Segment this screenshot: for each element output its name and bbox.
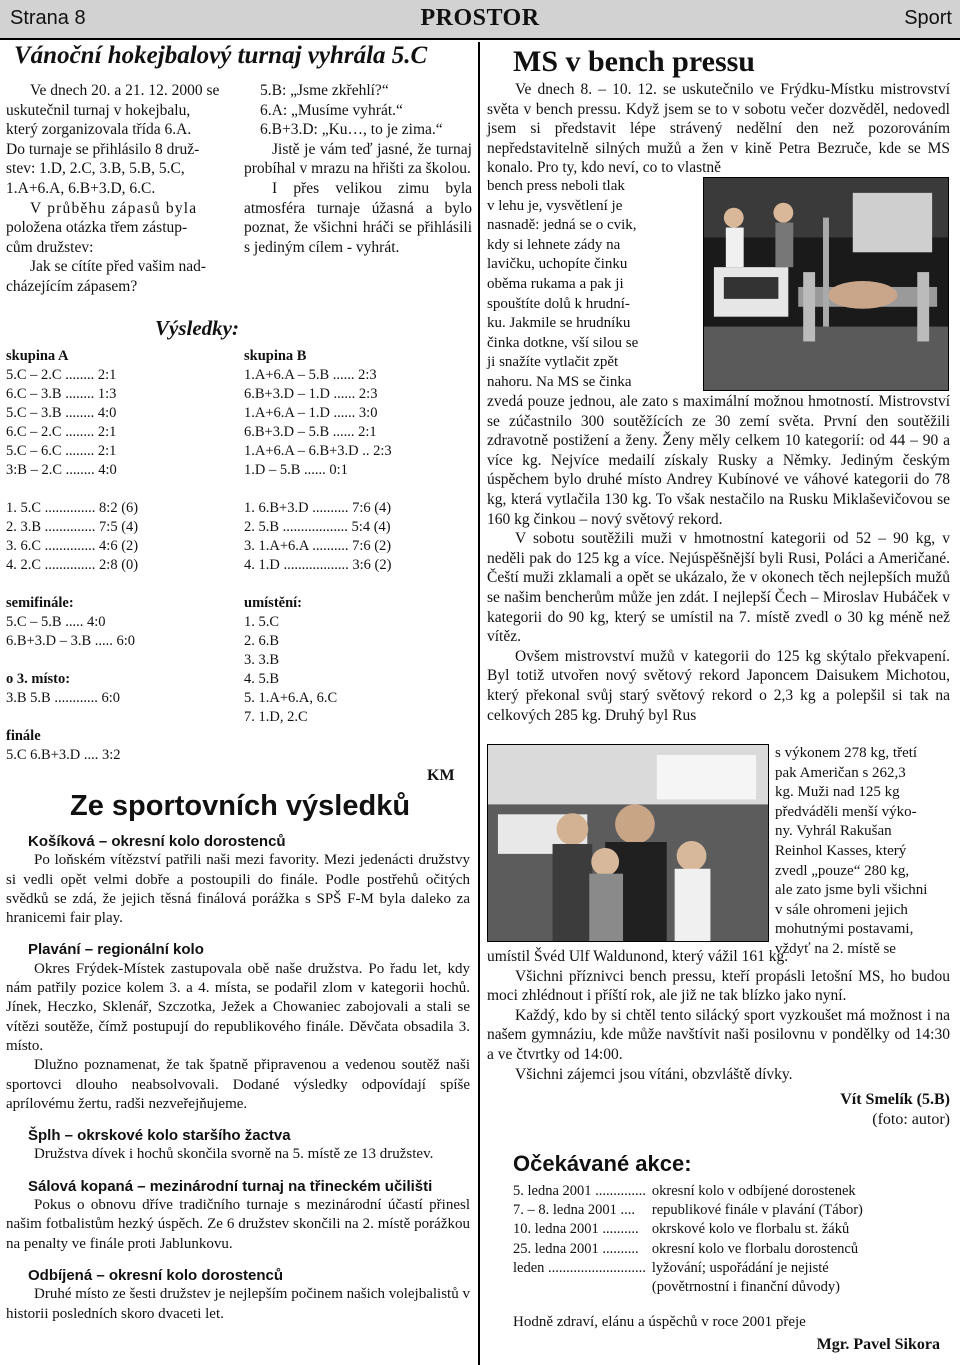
match-row: 1.A+6.A – 1.D ...... 3:0 xyxy=(244,405,378,421)
event-row xyxy=(513,1240,869,1259)
wrap-line: spouštíte dolů k hrudní- xyxy=(487,295,630,312)
answer-line: 6.A: „Musíme vyhrát.“ xyxy=(260,101,403,119)
intro-line: Jak se cítíte před vašim nad- xyxy=(30,258,207,276)
intro-line: stev: 1.D, 2.C, 3.B, 5.B, 5.C, xyxy=(6,160,185,178)
event-row xyxy=(513,1182,869,1201)
section-paragraph: Druhé místo ze šesti družstev je nejlepším počinem našich volejbalistů v historii posledních skoro dvaceti let. xyxy=(6,1286,470,1322)
match-row: 1.A+6.A – 5.B ...... 2:3 xyxy=(244,367,377,383)
hockey-title: Vánoční hokejbalový turnaj vyhrála 5.C xyxy=(14,42,428,69)
photo-credit: (foto: autor) xyxy=(872,1110,950,1128)
intro-line: V průběhu zápasů byla xyxy=(30,199,198,217)
bench-body xyxy=(487,392,950,725)
standing-row: 1. 6.B+3.D .......... 7:6 (4) xyxy=(244,500,392,516)
page-header xyxy=(0,0,960,40)
intro-line: který zorganizovala třída 6.A. xyxy=(6,121,192,139)
hockey-author: KM xyxy=(427,767,455,784)
match-row: 6.B+3.D – 5.B ...... 2:1 xyxy=(244,424,377,440)
hockey-answers xyxy=(244,81,472,257)
hockey-intro xyxy=(6,81,228,297)
standing-row: 2. 3.B .............. 7:5 (4) xyxy=(6,519,139,535)
wrap-line: kg. Muži nad 125 kg xyxy=(775,784,900,801)
bench-paragraph: umístil Švéd Ulf Waldunond, který vážil 161 kg. xyxy=(487,948,789,965)
event-text: okresní kolo ve florbalu dorostenců xyxy=(651,1240,859,1257)
wrap-line: kdy si lehnete zády na xyxy=(487,236,621,253)
event-text: (povětrnostní i finanční důvody) xyxy=(651,1279,840,1296)
placement-row: 1. 5.C xyxy=(244,614,280,630)
bench-paragraph: V sobotu soutěžili muži v hmotnostní kategorii od 52 – 90 kg, v neděli pak do 125 kg a více. Nejúspěšnější byli Rusi, Poláci a Američané. Čeští muži zklamali a opět se ukázalo, že v okonech těch nejlepších mužů se našim bencherům může jen zdát. I nejlepší Čech – Miroslav Hubáček v kategorii do 90 kg, který se umístil na 7. místě zvedl o 30 kg méně než vítěz. xyxy=(487,530,950,646)
column-divider xyxy=(478,42,480,1365)
match-row: 6.C – 2.C ........ 2:1 xyxy=(6,424,117,440)
athletes-photo xyxy=(487,744,769,942)
event-text: republikové finále v plavání (Tábor) xyxy=(651,1202,863,1219)
section-heading: Košíková – okresní kolo dorostenců xyxy=(28,833,286,850)
section-heading: Plavání – regionální kolo xyxy=(28,941,204,959)
wrap-line: předváděli menší výko- xyxy=(775,803,917,820)
page-number: Strana 8 xyxy=(10,7,86,29)
bench-paragraph: Ve dnech 8. – 10. 12. se uskutečnilo ve Frýdku-Místku mistrovství světa v bench pressu. Když jsem se to v sobotu večer dozvěděl, nedovedl jsem si představit lépe strávený nedělní den než pozorováním nepředstavitelně silných mužů a žen v kině Petra Bezruče, kde se MS konalo. Pro ty, kdo neví, co to vlastně xyxy=(487,81,950,177)
events-signature: Mgr. Pavel Sikora xyxy=(816,1336,940,1353)
wrap-line: ale zato jsme byli všichni xyxy=(775,882,928,899)
standing-row: 4. 2.C .............. 2:8 (0) xyxy=(6,557,139,573)
event-date: 7. – 8. ledna 2001 .... xyxy=(513,1202,636,1219)
bench-paragraph: Každý, kdo by si chtěl tento silácký sport vyzkoušet má možnost i na našem gymnáziu, kde může navštívit naši posilovnu v pondělky od 14:30 a ve čtvrtky od 14:00. xyxy=(487,1006,950,1063)
results-heading: Výsledky: xyxy=(155,316,239,340)
events-list xyxy=(513,1182,953,1297)
wrap-line: ny. Vyhrál Rakušan xyxy=(775,823,892,840)
section-heading: Odbíjená – okresní kolo dorostenců xyxy=(28,1266,284,1284)
match-row: 3:B – 2.C ........ 4:0 xyxy=(6,462,117,478)
intro-line: uskutečnil turnaj v hokejbalu, xyxy=(6,101,191,119)
magazine-title: PROSTOR xyxy=(420,5,540,31)
events-table xyxy=(513,1182,869,1297)
match-row: 5.C – 6.C ........ 2:1 xyxy=(6,443,117,459)
semifinal-title: semifinále: xyxy=(6,595,74,611)
intro-line: Ve dnech 20. a 21. 12. 2000 se xyxy=(30,82,220,99)
answer-line: 5.B: „Jsme zkřehlí?“ xyxy=(260,82,389,99)
answer-line: 6.B+3.D: „Ku…, to je zima.“ xyxy=(260,121,443,139)
placement-row: 4. 5.B xyxy=(244,671,280,687)
standing-row: 1. 5.C .............. 8:2 (6) xyxy=(6,500,139,516)
group-a xyxy=(6,347,231,765)
final-row: 5.C 6.B+3.D .... 3:2 xyxy=(6,747,121,763)
intro-line: Do turnaje se přihlásilo 8 druž- xyxy=(6,140,200,158)
intro-line: 1.A+6.A, 6.B+3.D, 6.C. xyxy=(6,179,156,197)
wrap-line: v lehu je, vysvětlení je xyxy=(487,197,623,214)
events-title: Očekávané akce: xyxy=(513,1151,692,1176)
wrap-line: oběma rukama a pak ji xyxy=(487,275,624,292)
section-paragraph: Dlužno poznamenat, že tak špatně připravenou a vedenou soutěž naši sportovci dlouho neabsolvovali. Dodané výsledky odpovídají spíše aprílovému žertu, radši nezveřejňujeme. xyxy=(6,1057,470,1112)
standing-row: 3. 6.C .............. 4:6 (2) xyxy=(6,538,139,554)
group-b-title: skupina B xyxy=(244,348,307,364)
answer-paragraph: Jistě je vám teď jasné, že turnaj probíhal v mrazu na hřišti za školou. xyxy=(244,140,472,178)
placement-row: 2. 6.B xyxy=(244,633,280,649)
section-paragraph: Družstva dívek i hochů skončila svorně na 5. místě ze 13 družstev. xyxy=(34,1146,434,1163)
bench-paragraph: Všichni příznivci bench pressu, kteří propásli letošní MS, ho budou moci zhlédnout i příští rok, ale již ne tak blízko jako nyní. xyxy=(487,967,950,1005)
final-title: finále xyxy=(6,728,41,744)
bench-author: Vít Smelík (5.B) xyxy=(840,1091,950,1109)
placement-row: 5. 1.A+6.A, 6.C xyxy=(244,690,338,706)
event-date: 10. ledna 2001 .......... xyxy=(513,1221,639,1238)
third-place-title: o 3. místo: xyxy=(6,671,71,687)
bench-paragraph: Všichni zájemci jsou vítáni, obzvláště dívky. xyxy=(515,1065,793,1083)
standing-row: 3. 1.A+6.A .......... 7:6 (2) xyxy=(244,538,392,554)
standing-row: 4. 1.D .................. 3:6 (2) xyxy=(244,557,392,573)
bench-intro xyxy=(487,80,950,178)
match-row: 1.A+6.A – 6.B+3.D .. 2:3 xyxy=(244,443,392,459)
placement-row: 7. 1.D, 2.C xyxy=(244,709,308,725)
wrap-line: ku. Jakmile se hrudníku xyxy=(487,315,631,332)
wrap-line: Reinhol Kasses, který xyxy=(775,842,907,859)
wrap-line: bench press neboli tlak xyxy=(487,178,625,194)
sports-results-body xyxy=(6,830,470,1324)
bench-press-photo xyxy=(703,177,949,391)
wrap-line: nahoru. Na MS se činka xyxy=(487,373,632,390)
event-text: okrskové kolo ve florbalu st. žáků xyxy=(651,1221,850,1238)
wrap-line: vždyť na 2. místě se xyxy=(775,940,896,957)
event-date: leden ........................... xyxy=(513,1259,646,1276)
bench-paragraph: zvedá pouze jednou, ale zato s maximální možnou hmotností. Mistrovství se zúčastnilo 300 soutěžících ze 30 zemí světa. První den soutěžili zdravotně postižení a ženy. Ženy měly celkem 10 kategorií: od 44 – 90 a více kg. Nejvíce medailí získaly Rusky a Němky. Jediným českým úspěchem bylo druhé místo Andrey Kubínové ve váhové kategorii do 78 kg, která vytlačila 130 kg. To však nestačilo na Rusku Miklaševičovou se 160 kg činkou – nový světový rekord. xyxy=(487,393,950,528)
intro-line: cházejícím zápasem? xyxy=(6,277,138,295)
group-b xyxy=(244,347,474,727)
section-heading: Šplh – okrskové kolo staršího žactva xyxy=(28,1127,291,1145)
section-heading: Sálová kopaná – mezinárodní turnaj na třineckém učilišti xyxy=(28,1177,433,1195)
wrap-line: ji snažíte vytlačit zpět xyxy=(487,354,619,371)
standing-row: 2. 5.B .................. 5:4 (4) xyxy=(244,519,391,535)
intro-line: položena otázka třem zástup- xyxy=(6,219,188,237)
event-text: okresní kolo v odbíjené dorostenek xyxy=(651,1183,856,1199)
match-row: 1.D – 5.B ...... 0:1 xyxy=(244,462,348,478)
intro-line: cům družstev: xyxy=(6,238,94,256)
wrap-line: lavičku, uchopíte činku xyxy=(487,256,628,273)
match-row: 5.C – 3.B ........ 4:0 xyxy=(6,405,117,421)
event-row xyxy=(513,1201,869,1220)
wrap-line: mohutnými postavami, xyxy=(775,921,914,938)
event-date: 5. ledna 2001 .............. xyxy=(513,1183,646,1199)
match-row: 6.B+3.D – 1.D ...... 2:3 xyxy=(244,386,378,402)
wrap-line: s výkonem 278 kg, třetí xyxy=(775,745,918,761)
bench-end xyxy=(487,947,950,1129)
event-row xyxy=(513,1259,869,1278)
wrap-line: pak Američan s 262,3 xyxy=(775,764,906,781)
sports-results-title: Ze sportovních výsledků xyxy=(70,790,411,822)
section-paragraph: Po loňském vítězství patřili naši mezi favority. Mezi jedenácti družstvy si vedli opět velmi dobře a postoupili do finále. Podle postřehů očitých svědků se zdá, že jejich těsná finálová porážka s SPŠ F-M byla daleko za hranicemi fair play. xyxy=(6,852,470,927)
wrap-line: nasnadě: jedná se o cvik, xyxy=(487,217,637,234)
event-date: 25. ledna 2001 .......... xyxy=(513,1240,639,1257)
section-name: Sport xyxy=(904,7,952,29)
bench-paragraph: Ovšem mistrovství mužů v kategorii do 125 kg skýtalo překvapení. Byl totiž utvořen nový světový rekord Japoncem Daisukem Michotou, který překonal svůj starý světový rekord o 2,3 kg a polepšil si tak na celkových 285 kg. Druhý byl Rus xyxy=(487,647,950,724)
wrap-line: zvedl „pouze“ 280 kg, xyxy=(775,862,910,879)
event-row xyxy=(513,1278,869,1297)
bench-wrap-text xyxy=(487,177,697,393)
events-wish: Hodně zdraví, elánu a úspěchů v roce 2001 přeje xyxy=(513,1314,806,1330)
event-date xyxy=(513,1278,652,1297)
placement-title: umístění: xyxy=(244,595,302,611)
bench-title: MS v bench pressu xyxy=(513,45,755,78)
semifinal-row: 6.B+3.D – 3.B ..... 6:0 xyxy=(6,633,136,649)
match-row: 5.C – 2.C ........ 2:1 xyxy=(6,367,117,383)
third-place-row: 3.B 5.B ............ 6:0 xyxy=(6,690,120,706)
wrap-line: činka dotkne, vší silou se xyxy=(487,334,639,351)
answer-paragraph: I přes velikou zimu byla atmosféra turnaje úžasná a bylo poznat, že všichni hráči se přihlásili s jediným cílem - vyhrát. xyxy=(244,179,472,256)
semifinal-row: 5.C – 5.B ..... 4:0 xyxy=(6,614,106,630)
section-paragraph: Okres Frýdek-Místek zastupovala obě naše družstva. Po řadu let, kdy nám patřily pozice kolem 3. a 4. místa, se podařil zlom v kategorii hochů. Jínek, Heczko, Sklenář, Szczotka, Ježek a Chowaniec zabojovali a stali se vítězi soutěže, čímž postupují do republikového finále. Děvčata obsadila 3. místo. xyxy=(6,960,470,1054)
bench-wrap2-text xyxy=(775,744,950,960)
wrap-line: v sále ohromeni jejich xyxy=(775,901,908,918)
placement-row: 3. 3.B xyxy=(244,652,280,668)
event-text: lyžování; uspořádání je nejisté xyxy=(651,1259,829,1276)
group-a-title: skupina A xyxy=(6,348,69,364)
section-paragraph: Pokus o obnovu dříve tradičního turnaje s mezinárodní účastí přinesl našim fotbalistům hezký úspěch. Ze 6 družstev skončili na 2. místě porážkou na penalty ve finále proti Jablunkovu. xyxy=(6,1197,470,1252)
event-row xyxy=(513,1220,869,1239)
match-row: 6.C – 3.B ........ 1:3 xyxy=(6,386,117,402)
